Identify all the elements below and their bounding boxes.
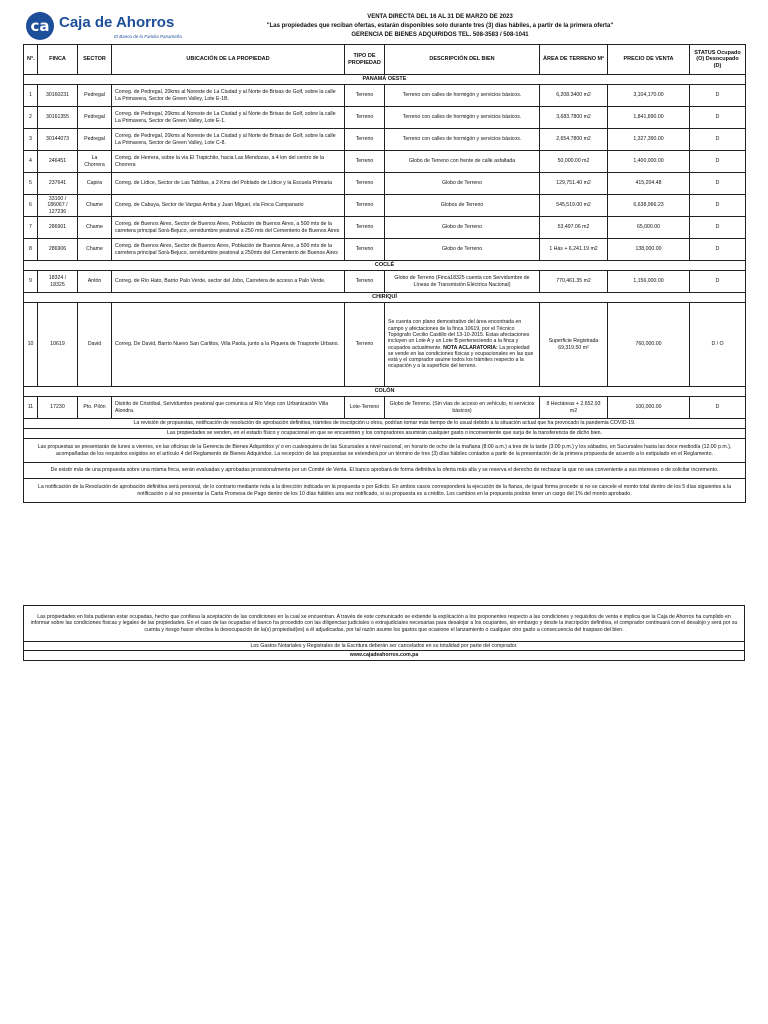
description-cell: Globo de Terreno [385,173,540,195]
row-number: 11 [24,397,38,419]
status-cell: D [690,107,746,129]
description-note-text: La propiedad se vende en las condiciones físicas y ocupacionales en las que está y el comprador asume todos los trámites respecto a la ocupación y a la superficie del terreno. [388,344,534,370]
brand-name: Caja de Ahorros [59,14,175,31]
row-number: 10 [24,303,38,387]
type-cell: Terreno [345,239,385,261]
note-text: Las propiedades se venden, en el estado físico y ocupacional en que se encuentren y los compradores asumirán cualquier gasto o inconveniente que surja de la transferencia de dicho bien. [24,429,746,439]
area-cell: Superficie Registrada 69,319.50 m² [540,303,608,387]
row-number: 3 [24,129,38,151]
location-cell: Correg. de Lídice, Sector de Las Tablitas, a 2 Kms del Poblado de Lídice y la Escuela Primaria [112,173,345,195]
description-cell: Terreno con calles de hormigón y servicios básicos. [385,85,540,107]
type-cell: Terreno [345,85,385,107]
area-cell: 2,654.7800 m2 [540,129,608,151]
note-row [24,439,746,463]
status-cell: D / O [690,303,746,387]
type-cell: Terreno [345,151,385,173]
table-row [24,173,746,195]
section-name: COCLÉ [24,261,746,271]
sector-cell: Antón [78,271,112,293]
col-header-price: PRECIO DE VENTA [608,45,690,75]
note-row [24,479,746,503]
type-cell: Terreno [345,195,385,217]
row-number: 5 [24,173,38,195]
col-header-area: ÁREA DE TERRENO M² [540,45,608,75]
footer-url-link[interactable]: www.cajadeahorros.com.pa [24,651,745,660]
price-cell: 415,204.48 [608,173,690,195]
location-cell: Correg. De David, Barrio Nuevo San Carlitos, Villa Paola, junto a la Piquera de Trasporte Urbano. [112,303,345,387]
price-cell: 760,000.00 [608,303,690,387]
location-cell: Correg. de Buenos Aires, Sector de Buenos Aires, Población de Buenos Aires, a 500 mts de la carretera principal Sorá-Bejuco, servidumbre peatonal a 250 mts del Cementerio de Buenos Aires [112,217,345,239]
price-cell: 138,000.00 [608,239,690,261]
price-cell: 1,400,000.00 [608,151,690,173]
finca-cell: 246451 [38,151,78,173]
status-cell: D [690,397,746,419]
footer-costs: Los Gastos Notariales y Registrales de la Escritura deberán ser cancelados en su totalidad por parte del comprador. [24,642,745,651]
sector-cell: La Chorrera [78,151,112,173]
price-cell: 1,156,000.00 [608,271,690,293]
table-row [24,217,746,239]
footer-table [23,605,745,661]
status-cell: D [690,195,746,217]
location-cell: Correg. de Pedregal, 20kms al Noreste de La Ciudad y al Norte de Brisas de Golf, sobre la calle La Primavera, Sector de Green Valley, Lote C-8. [112,129,345,151]
description-cell: Globo de Terreno con frente de calle asfaltada [385,151,540,173]
finca-cell: 30160231 [38,85,78,107]
description-cell: Globos de Terreno [385,195,540,217]
finca-cell: 33100 / 186067 / 127236 [38,195,78,217]
table-row [24,129,746,151]
price-cell: 65,000.00 [608,217,690,239]
location-cell: Correg. de Río Hato, Barrio Palo Verde, sector del Jobo, Carretera de acceso a Palo Verde. [112,271,345,293]
location-cell: Distrito de Cristóbal, Servidumbre peatonal que comunica al Río Viejo con Urbanización Villa Alondra. [112,397,345,419]
description-cell: Terreno con calles de hormigón y servicios básicos. [385,107,540,129]
description-cell: Globo de Terreno [385,239,540,261]
type-cell: Terreno [345,173,385,195]
section-name: PANAMÁ OESTE [24,75,746,85]
status-cell: D [690,173,746,195]
sector-cell: Pedregal [78,85,112,107]
brand-tagline: El Banco de la Familia Panameña [114,34,182,39]
row-number: 4 [24,151,38,173]
col-header-sector: SECTOR [78,45,112,75]
type-cell: Terreno [345,129,385,151]
section-name: COLÓN [24,387,746,397]
status-cell: D [690,239,746,261]
price-cell: 3,104,170.00 [608,85,690,107]
description-cell [385,303,540,387]
location-cell: Correg. de Cabuya, Sector de Vargas Arriba y Juan Miguel, vía Finca Campanario [112,195,345,217]
notes-body [24,419,746,503]
area-cell: 50,000.00 m2 [540,151,608,173]
status-cell: D [690,217,746,239]
type-cell: Terreno [345,217,385,239]
location-cell: Correg. de Herrera, sobre la vía El Trapichito, hacia Las Mendozas, a 4 km del centro de la Chorrera [112,151,345,173]
description-cell: Terreno con calles de hormigón y servicios básicos. [385,129,540,151]
finca-cell: 30144073 [38,129,78,151]
header-title: VENTA DIRECTA DEL 16 AL 31 DE MARZO DE 2023 [367,14,513,20]
table-row [24,107,746,129]
finca-cell: 286901 [38,217,78,239]
status-cell: D [690,129,746,151]
area-cell: 53,497.06 m2 [540,217,608,239]
row-number: 8 [24,239,38,261]
price-cell: 1,327,390.00 [608,129,690,151]
type-cell: Terreno [345,271,385,293]
logo-mark-icon: ca [26,12,54,40]
col-header-finca: FINCA [38,45,78,75]
finca-cell: 17230 [38,397,78,419]
location-cell: Correg. de Pedregal, 20kms al Noreste de La Ciudad y al Norte de Brisas de Golf, sobre la calle La Primavera, Sector de Green Valley, Lote E-1. [112,107,345,129]
table-body [24,75,746,419]
section-row [24,75,746,85]
sector-cell: Pedregal [78,129,112,151]
col-header-number: N°. [24,45,38,75]
section-row [24,293,746,303]
bank-logo [26,12,206,44]
sector-cell: David [78,303,112,387]
section-row [24,387,746,397]
description-text: Se cuenta con plano demostrativo del área encontrada en campo y afectaciones de la finca 10619, por el Técnico Topógrafo Cecilio Castillo del 13-10-2015. Estas afectaciones incluyen un Lote A y un Lote B perteneciendo a la finca y ocupados actualmente. [388,319,530,351]
location-cell: Correg. de Buenos Aires, Sector de Buenos Aires, Población de Buenos Aires, a 500 mts de la carretera principal Sorá-Bejuco, servidumbre peatonal a 250mts del Cementerio de Buenos Aires [112,239,345,261]
finca-cell: 18324 / 18325 [38,271,78,293]
description-cell: Globo de Terreno. (Sin vías de acceso en vehículo, ni servicios básicos) [385,397,540,419]
row-number: 6 [24,195,38,217]
note-text: De existir más de una propuesta sobre una misma finca, serán evaluadas y aprobadas provisionalmente por un Comité de Venta. El banco aprobará de forma definitiva la oferta más alta y se reserva el derecho de rechazar la que no sea conveniente a sus intereses o de solicitar incremento. [24,463,746,479]
status-cell: D [690,151,746,173]
sector-cell: Capira [78,173,112,195]
note-row [24,463,746,479]
area-cell: 3,683.7800 m2 [540,107,608,129]
area-cell: 770,461.35 m2 [540,271,608,293]
type-cell: Terreno [345,107,385,129]
price-cell: 100,000.00 [608,397,690,419]
sector-cell: Chame [78,239,112,261]
finca-cell: 30161355 [38,107,78,129]
finca-cell: 10619 [38,303,78,387]
note-text: La notificación de la Resolución de aprobación definitiva será personal, de lo contrario mediante nota a la dirección indicada en la propuesta o por Edicto. En ambos casos corresponderá la ejecución de la fianza, de igual forma procede si no se cancele el monto total dentro de los 5 días siguientes a la notificación o al no presentar la Carta Promesa de Pago dentro de los 10 días hábiles una vez notificado, si su propuesta es a crédito. Los cambios en la propuesta podrán tener un cargo del 1% del monto aprobado. [24,479,746,503]
col-header-status: STATUS Ocupado (O) Desocupado (D) [690,45,746,75]
description-note-label: NOTA ACLARATORIA: [443,344,498,351]
table-row [24,397,746,419]
type-cell: Lote-Terreno [345,397,385,419]
section-row [24,261,746,271]
area-cell: 6,208.3400 m2 [540,85,608,107]
header-contact: GERENCIA DE BIENES ADQUIRIDOS TEL. 508-3583 / 508-1041 [351,32,529,38]
row-number: 9 [24,271,38,293]
note-row [24,419,746,429]
col-header-location: UBICACIÓN DE LA PROPIEDAD [112,45,345,75]
status-cell: D [690,85,746,107]
status-cell: D [690,271,746,293]
table-header-row [24,45,746,75]
area-cell: 129,751.40 m2 [540,173,608,195]
sector-cell: Pto. Pilón [78,397,112,419]
price-cell: 1,841,890.00 [608,107,690,129]
row-number: 1 [24,85,38,107]
sector-cell: Pedregal [78,107,112,129]
header-notice: "Las propiedades que reciban ofertas, estarán disponibles solo durante tres (3) días hábiles, a partir de la primera oferta" [266,23,614,29]
col-header-description: DESCRIPCIÓN DEL BIEN [385,45,540,75]
price-cell: 6,638,966.23 [608,195,690,217]
table-row [24,195,746,217]
location-cell: Correg. de Pedregal, 20kms al Noreste de La Ciudad y al Norte de Brisas de Golf, sobre la calle La Primavera, Sector de Green Valley, Lote E-1B. [112,85,345,107]
note-row [24,429,746,439]
sector-cell: Chame [78,195,112,217]
type-cell: Terreno [345,303,385,387]
note-text: Las propuestas se presentarán de lunes a viernes, en las oficinas de la Gerencia de Bienes Adquiridos y/ o en cualesquiera de las Sucursales a nivel nacional, en horario de ocho de la mañana (8:00 a.m.) a tres de la tarde (3:00 p.m.) y los sábados, en Sucursales hasta las doce mediodía (12:00 p.m.), acompañadas de los requisitos exigidos en el artículo 4 del Reglamento de Bienes Adquiridos. La recepción de las propuestas se extenderá por un término de tres (3) días hábiles contados a partir de la presentación de la primera propuesta de acuerdo a lo estipulado en el Reglamento. [24,439,746,463]
finca-cell: 237641 [38,173,78,195]
sector-cell: Chame [78,217,112,239]
table-row [24,151,746,173]
area-cell: 1 Hás + 6,241.19 m2 [540,239,608,261]
row-number: 2 [24,107,38,129]
table-row [24,303,746,387]
description-cell: Globo de Terreno (Finca18325 cuenta con Servidumbre de Líneas de Transmisión Eléctrica Nacional) [385,271,540,293]
section-name: CHIRIQUÍ [24,293,746,303]
description-cell: Globo de Terreno [385,217,540,239]
note-text: La revisión de propuestas, notificación de resolución de aprobación definitiva, trámites de inscripción u otros, podrían tomar más tiempo de lo usual debido a la situación actual que ha provocado la pandemia COVID-19. [24,419,746,429]
row-number: 7 [24,217,38,239]
area-cell: 8 Hectáreas + 2,652.93 m2 [540,397,608,419]
table-row [24,271,746,293]
finca-cell: 286906 [38,239,78,261]
table-row [24,85,746,107]
table-row [24,239,746,261]
col-header-type: TIPO DE PROPIEDAD [345,45,385,75]
properties-table [23,44,746,503]
footer-disclaimer: Las propiedades en lista pudieran estar ocupadas, hecho que confiesa la aceptación de las condiciones en la cual se encuentran. A través de este comunicado se extiende la explicación a los proponentes respecto a las condiciones y requisitos de venta e implica que la Caja de Ahorros ha cumplido en informar sobre las condiciones físicas y legales de las propiedades. En el caso de las ocupadas el banco ha procedido con las diligencias judiciales o extrajudiciales necesarias para desalojar a los ocupantes, sin embargo y desde la inscripción definitiva, el comprador continuará con el desalojo y será por su cuenta y riesgo hacer efectiva la desocupación de la(s) propiedad(es) a él adjudicadas, por tal razón asume los gastos que ocasione el lanzamiento o cualquier otro gasto a consecuencia del traspaso del bien. [24,606,745,642]
area-cell: 545,519.00 m2 [540,195,608,217]
